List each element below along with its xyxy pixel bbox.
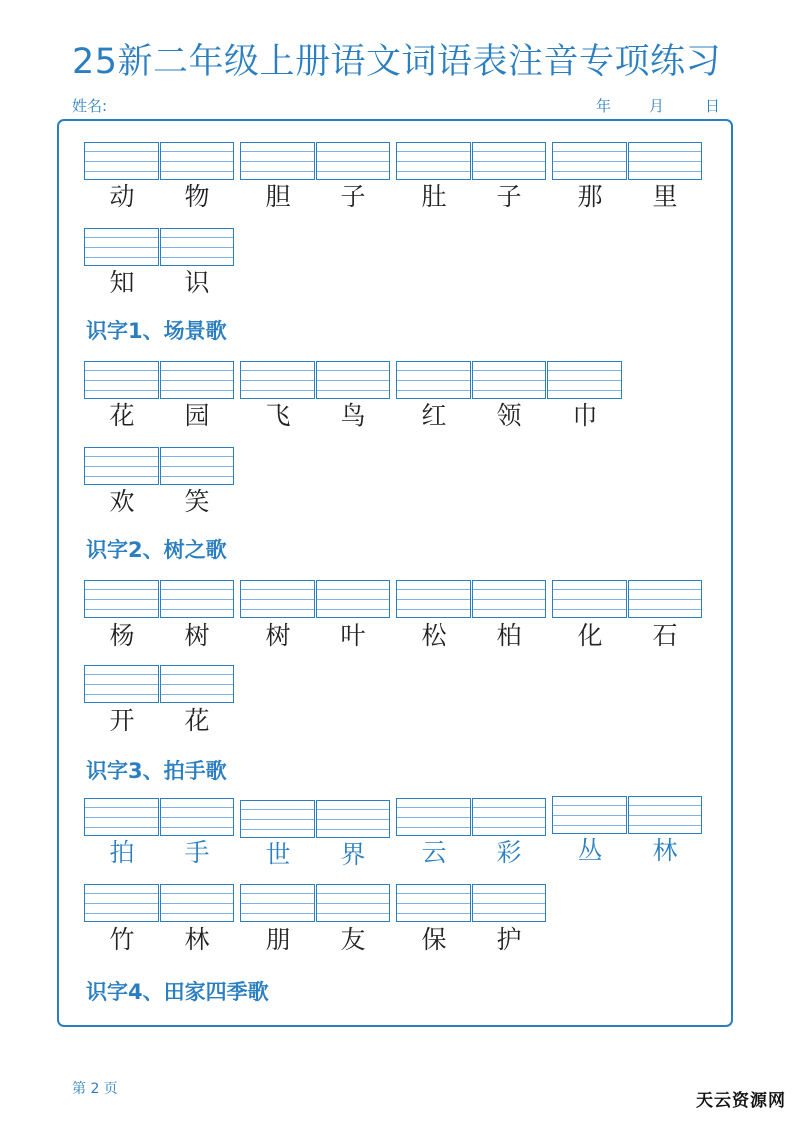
pinyin-box[interactable] [472, 798, 547, 836]
pinyin-box[interactable] [472, 580, 547, 618]
word-char: 物 [184, 182, 210, 211]
word-char: 园 [184, 401, 210, 430]
pinyin-box-pair[interactable] [240, 142, 391, 182]
word-char: 笑 [184, 487, 210, 516]
pinyin-box[interactable] [84, 142, 159, 180]
word-char: 护 [496, 925, 522, 954]
word-char: 飞 [265, 401, 291, 430]
pinyin-box[interactable] [396, 884, 471, 922]
pinyin-box-pair[interactable] [84, 884, 235, 924]
pinyin-box[interactable] [396, 142, 471, 180]
word-char: 拍 [109, 838, 135, 867]
word-char: 树 [184, 621, 210, 650]
pinyin-box[interactable] [316, 884, 391, 922]
pinyin-box[interactable] [472, 142, 547, 180]
pinyin-box[interactable] [160, 580, 235, 618]
pinyin-box[interactable] [160, 142, 235, 180]
pinyin-box[interactable] [316, 142, 391, 180]
word-char: 丛 [577, 836, 603, 865]
pinyin-box[interactable] [160, 798, 235, 836]
section-heading: 识字1、场景歌 [86, 319, 227, 343]
word-char: 叶 [340, 621, 366, 650]
pinyin-box[interactable] [396, 580, 471, 618]
pinyin-box[interactable] [472, 884, 547, 922]
pinyin-box[interactable] [472, 361, 547, 399]
page-title: 25新二年级上册语文词语表注音专项练习 [71, 42, 722, 82]
word-char: 欢 [109, 487, 135, 516]
word-char: 领 [496, 401, 522, 430]
pinyin-box-pair[interactable] [240, 800, 391, 840]
pinyin-box-pair[interactable] [84, 798, 235, 838]
pinyin-box[interactable] [628, 796, 703, 834]
pinyin-box[interactable] [240, 800, 315, 838]
name-label: 姓名: [72, 97, 108, 115]
word-char: 识 [184, 268, 210, 297]
word-char: 林 [184, 925, 210, 954]
pinyin-box[interactable] [160, 447, 235, 485]
pinyin-box-pair[interactable] [396, 884, 547, 924]
pinyin-box[interactable] [628, 142, 703, 180]
word-char: 竹 [109, 925, 135, 954]
word-char: 那 [577, 182, 603, 211]
pinyin-box[interactable] [552, 796, 627, 834]
pinyin-box-pair[interactable] [396, 580, 547, 620]
pinyin-box-pair[interactable] [552, 142, 703, 182]
pinyin-box[interactable] [160, 665, 235, 703]
pinyin-box-pair[interactable] [84, 580, 235, 620]
pinyin-box-triple[interactable] [396, 361, 623, 401]
pinyin-box[interactable] [84, 665, 159, 703]
page-number: 第 2 页 [72, 1081, 118, 1097]
word-char: 松 [421, 621, 447, 650]
pinyin-box-pair[interactable] [240, 884, 391, 924]
word-char: 鸟 [340, 401, 366, 430]
pinyin-box-pair[interactable] [240, 580, 391, 620]
date-day-label: 日 [705, 97, 721, 115]
section-heading: 识字2、树之歌 [86, 538, 227, 562]
pinyin-box[interactable] [240, 884, 315, 922]
pinyin-box-pair[interactable] [240, 361, 391, 401]
word-char: 里 [652, 182, 678, 211]
word-char: 动 [109, 182, 135, 211]
pinyin-box[interactable] [396, 361, 471, 399]
word-char: 花 [184, 706, 210, 735]
pinyin-box[interactable] [84, 798, 159, 836]
word-char: 杨 [109, 621, 135, 650]
word-char: 保 [421, 925, 447, 954]
pinyin-box[interactable] [316, 361, 391, 399]
pinyin-box[interactable] [240, 580, 315, 618]
pinyin-box[interactable] [84, 580, 159, 618]
pinyin-box[interactable] [84, 884, 159, 922]
word-char: 友 [340, 925, 366, 954]
pinyin-box-pair[interactable] [84, 361, 235, 401]
word-char: 树 [265, 621, 291, 650]
word-char: 界 [340, 840, 366, 869]
word-char: 子 [496, 182, 522, 211]
pinyin-box[interactable] [316, 800, 391, 838]
date-month-label: 月 [649, 97, 665, 115]
date-year-label: 年 [596, 97, 612, 115]
pinyin-box-pair[interactable] [84, 228, 235, 268]
watermark: 天云资源网 [696, 1091, 786, 1111]
pinyin-box-pair[interactable] [84, 665, 235, 705]
word-char: 花 [109, 401, 135, 430]
pinyin-box[interactable] [84, 228, 159, 266]
word-char: 开 [109, 706, 135, 735]
pinyin-box[interactable] [160, 361, 235, 399]
pinyin-box-pair[interactable] [84, 447, 235, 487]
word-char: 巾 [572, 401, 598, 430]
pinyin-box[interactable] [84, 361, 159, 399]
section-heading: 识字4、田家四季歌 [86, 980, 269, 1004]
word-char: 手 [184, 838, 210, 867]
word-char: 知 [109, 268, 135, 297]
word-char: 肚 [421, 182, 447, 211]
word-char: 胆 [265, 182, 291, 211]
word-char: 石 [652, 621, 678, 650]
word-char: 世 [265, 840, 291, 869]
pinyin-box[interactable] [160, 228, 235, 266]
word-char: 子 [340, 182, 366, 211]
word-char: 化 [577, 621, 603, 650]
word-char: 红 [421, 401, 447, 430]
pinyin-box-pair[interactable] [84, 142, 235, 182]
pinyin-box-pair[interactable] [396, 798, 547, 838]
pinyin-box[interactable] [240, 361, 315, 399]
pinyin-box-pair[interactable] [396, 142, 547, 182]
word-char: 柏 [496, 621, 522, 650]
word-char: 朋 [265, 925, 291, 954]
pinyin-box[interactable] [316, 580, 391, 618]
word-char: 林 [652, 836, 678, 865]
pinyin-box-pair[interactable] [552, 580, 703, 620]
pinyin-box[interactable] [240, 142, 315, 180]
pinyin-box[interactable] [547, 361, 622, 399]
pinyin-box[interactable] [552, 580, 627, 618]
section-heading: 识字3、拍手歌 [86, 759, 227, 783]
pinyin-box[interactable] [396, 798, 471, 836]
word-char: 云 [421, 838, 447, 867]
word-char: 彩 [496, 838, 522, 867]
pinyin-box[interactable] [552, 142, 627, 180]
pinyin-box[interactable] [628, 580, 703, 618]
pinyin-box[interactable] [84, 447, 159, 485]
pinyin-box[interactable] [160, 884, 235, 922]
pinyin-box-pair[interactable] [552, 796, 703, 836]
